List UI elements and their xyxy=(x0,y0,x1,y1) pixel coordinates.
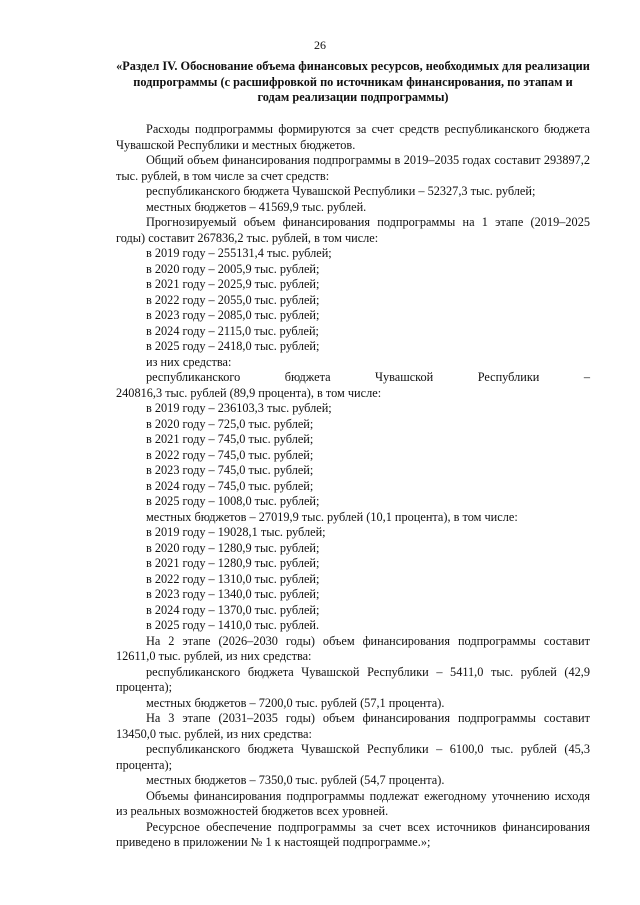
list-item-local-budgets: местных бюджетов – 41569,9 тыс. рублей. xyxy=(146,199,367,214)
word: республиканского xyxy=(146,370,241,384)
list-item-year: в 2019 году – 255131,4 тыс. рублей; xyxy=(146,246,332,260)
list-item-year: в 2019 году – 236103,3 тыс. рублей; xyxy=(146,401,332,415)
list-item-year: в 2023 году – 1340,0 тыс. рублей; xyxy=(146,587,320,601)
paragraph-expenses-sources: Расходы подпрограммы формируются за счет средств республиканского бюджета Чувашской Республики и местных бюджетов. xyxy=(116,122,590,152)
paragraph-resource-support: Ресурсное обеспечение подпрограммы за счет всех источников финансирования приведено в приложении № 1 к настоящей подпрограмме.»; xyxy=(116,819,590,849)
word: Чувашской xyxy=(375,370,434,384)
list-item-stage3-local: местных бюджетов – 7350,0 тыс. рублей (54,7 процента). xyxy=(146,773,445,787)
list-item-year: в 2024 году – 2115,0 тыс. рублей; xyxy=(146,323,319,338)
word: бюджета xyxy=(284,370,331,384)
list-item-year: в 2023 году – 2085,0 тыс. рублей; xyxy=(146,308,320,322)
list-item-year: в 2020 году – 725,0 тыс. рублей; xyxy=(146,416,314,431)
paragraph-stage1-forecast: Прогнозируемый объем финансирования подпрограммы на 1 этапе (2019–2025 годы) составит 267836,2 тыс. рублей, в том числе: xyxy=(116,215,590,245)
paragraph-total-financing: Общий объем финансирования подпрограммы в 2019–2035 годах составит 293897,2 тыс. рублей, в том числе за счет средств: xyxy=(116,153,590,183)
list-item-year: в 2021 году – 745,0 тыс. рублей; xyxy=(146,432,314,446)
list-item-year: в 2021 году – 2025,9 тыс. рублей; xyxy=(146,277,320,291)
list-item-year: в 2025 году – 1410,0 тыс. рублей. xyxy=(146,618,320,632)
list-item-year: в 2019 году – 19028,1 тыс. рублей; xyxy=(146,525,326,539)
paragraph-annual-adjustment: Объемы финансирования подпрограммы подлежат ежегодному уточнению исходя из реальных возможностей бюджетов всех уровней. xyxy=(116,788,590,818)
justified-line-republican xyxy=(116,370,590,386)
list-item-of-which: из них средства: xyxy=(146,354,232,369)
list-item-year: в 2020 году – 1280,9 тыс. рублей; xyxy=(146,540,320,555)
list-item-stage2-local: местных бюджетов – 7200,0 тыс. рублей (57,1 процента). xyxy=(146,695,445,710)
list-item-year: в 2025 году – 2418,0 тыс. рублей; xyxy=(146,339,320,353)
page-number: 26 xyxy=(314,38,326,52)
list-item-year: в 2024 году – 745,0 тыс. рублей; xyxy=(146,478,314,493)
paragraph-stage2: На 2 этапе (2026–2030 годы) объем финансирования подпрограммы составит 12611,0 тыс. рублей, из них средства: xyxy=(116,633,590,663)
paragraph-stage3: На 3 этапе (2031–2035 годы) объем финансирования подпрограммы составит 13450,0 тыс. рублей, из них средства: xyxy=(116,711,590,741)
list-item-year: в 2022 году – 1310,0 тыс. рублей; xyxy=(146,571,320,586)
paragraph-stage2-republican: республиканского бюджета Чувашской Республики – 5411,0 тыс. рублей (42,9 процента); xyxy=(116,664,590,694)
list-item-year: в 2022 году – 745,0 тыс. рублей; xyxy=(146,447,314,462)
paragraph-stage3-republican: республиканского бюджета Чувашской Республики – 6100,0 тыс. рублей (45,3 процента); xyxy=(116,742,590,772)
list-item-year: в 2021 году – 1280,9 тыс. рублей; xyxy=(146,556,320,570)
line-continuation: 240816,3 тыс. рублей (89,9 процента), в том числе: xyxy=(116,385,382,400)
list-item-republican-budget: республиканского бюджета Чувашской Республики – 52327,3 тыс. рублей; xyxy=(146,184,536,198)
section-heading: «Раздел IV. Обоснование объема финансовых ресурсов, необходимых для реализации подпрограммы (с расшифровкой по источникам финансирования, по этапам и годам реализации подпрограммы) xyxy=(116,59,590,104)
list-item-year: в 2024 году – 1370,0 тыс. рублей; xyxy=(146,602,320,617)
list-item-local-budgets-intro: местных бюджетов – 27019,9 тыс. рублей (10,1 процента), в том числе: xyxy=(146,509,518,524)
document-body xyxy=(116,122,590,851)
list-item-year: в 2023 году – 745,0 тыс. рублей; xyxy=(146,463,314,477)
list-item-year: в 2022 году – 2055,0 тыс. рублей; xyxy=(146,292,320,307)
list-item-year: в 2020 году – 2005,9 тыс. рублей; xyxy=(146,261,320,276)
list-item-year: в 2025 году – 1008,0 тыс. рублей; xyxy=(146,494,320,508)
word: – xyxy=(583,370,590,384)
word: Республики xyxy=(477,370,540,384)
